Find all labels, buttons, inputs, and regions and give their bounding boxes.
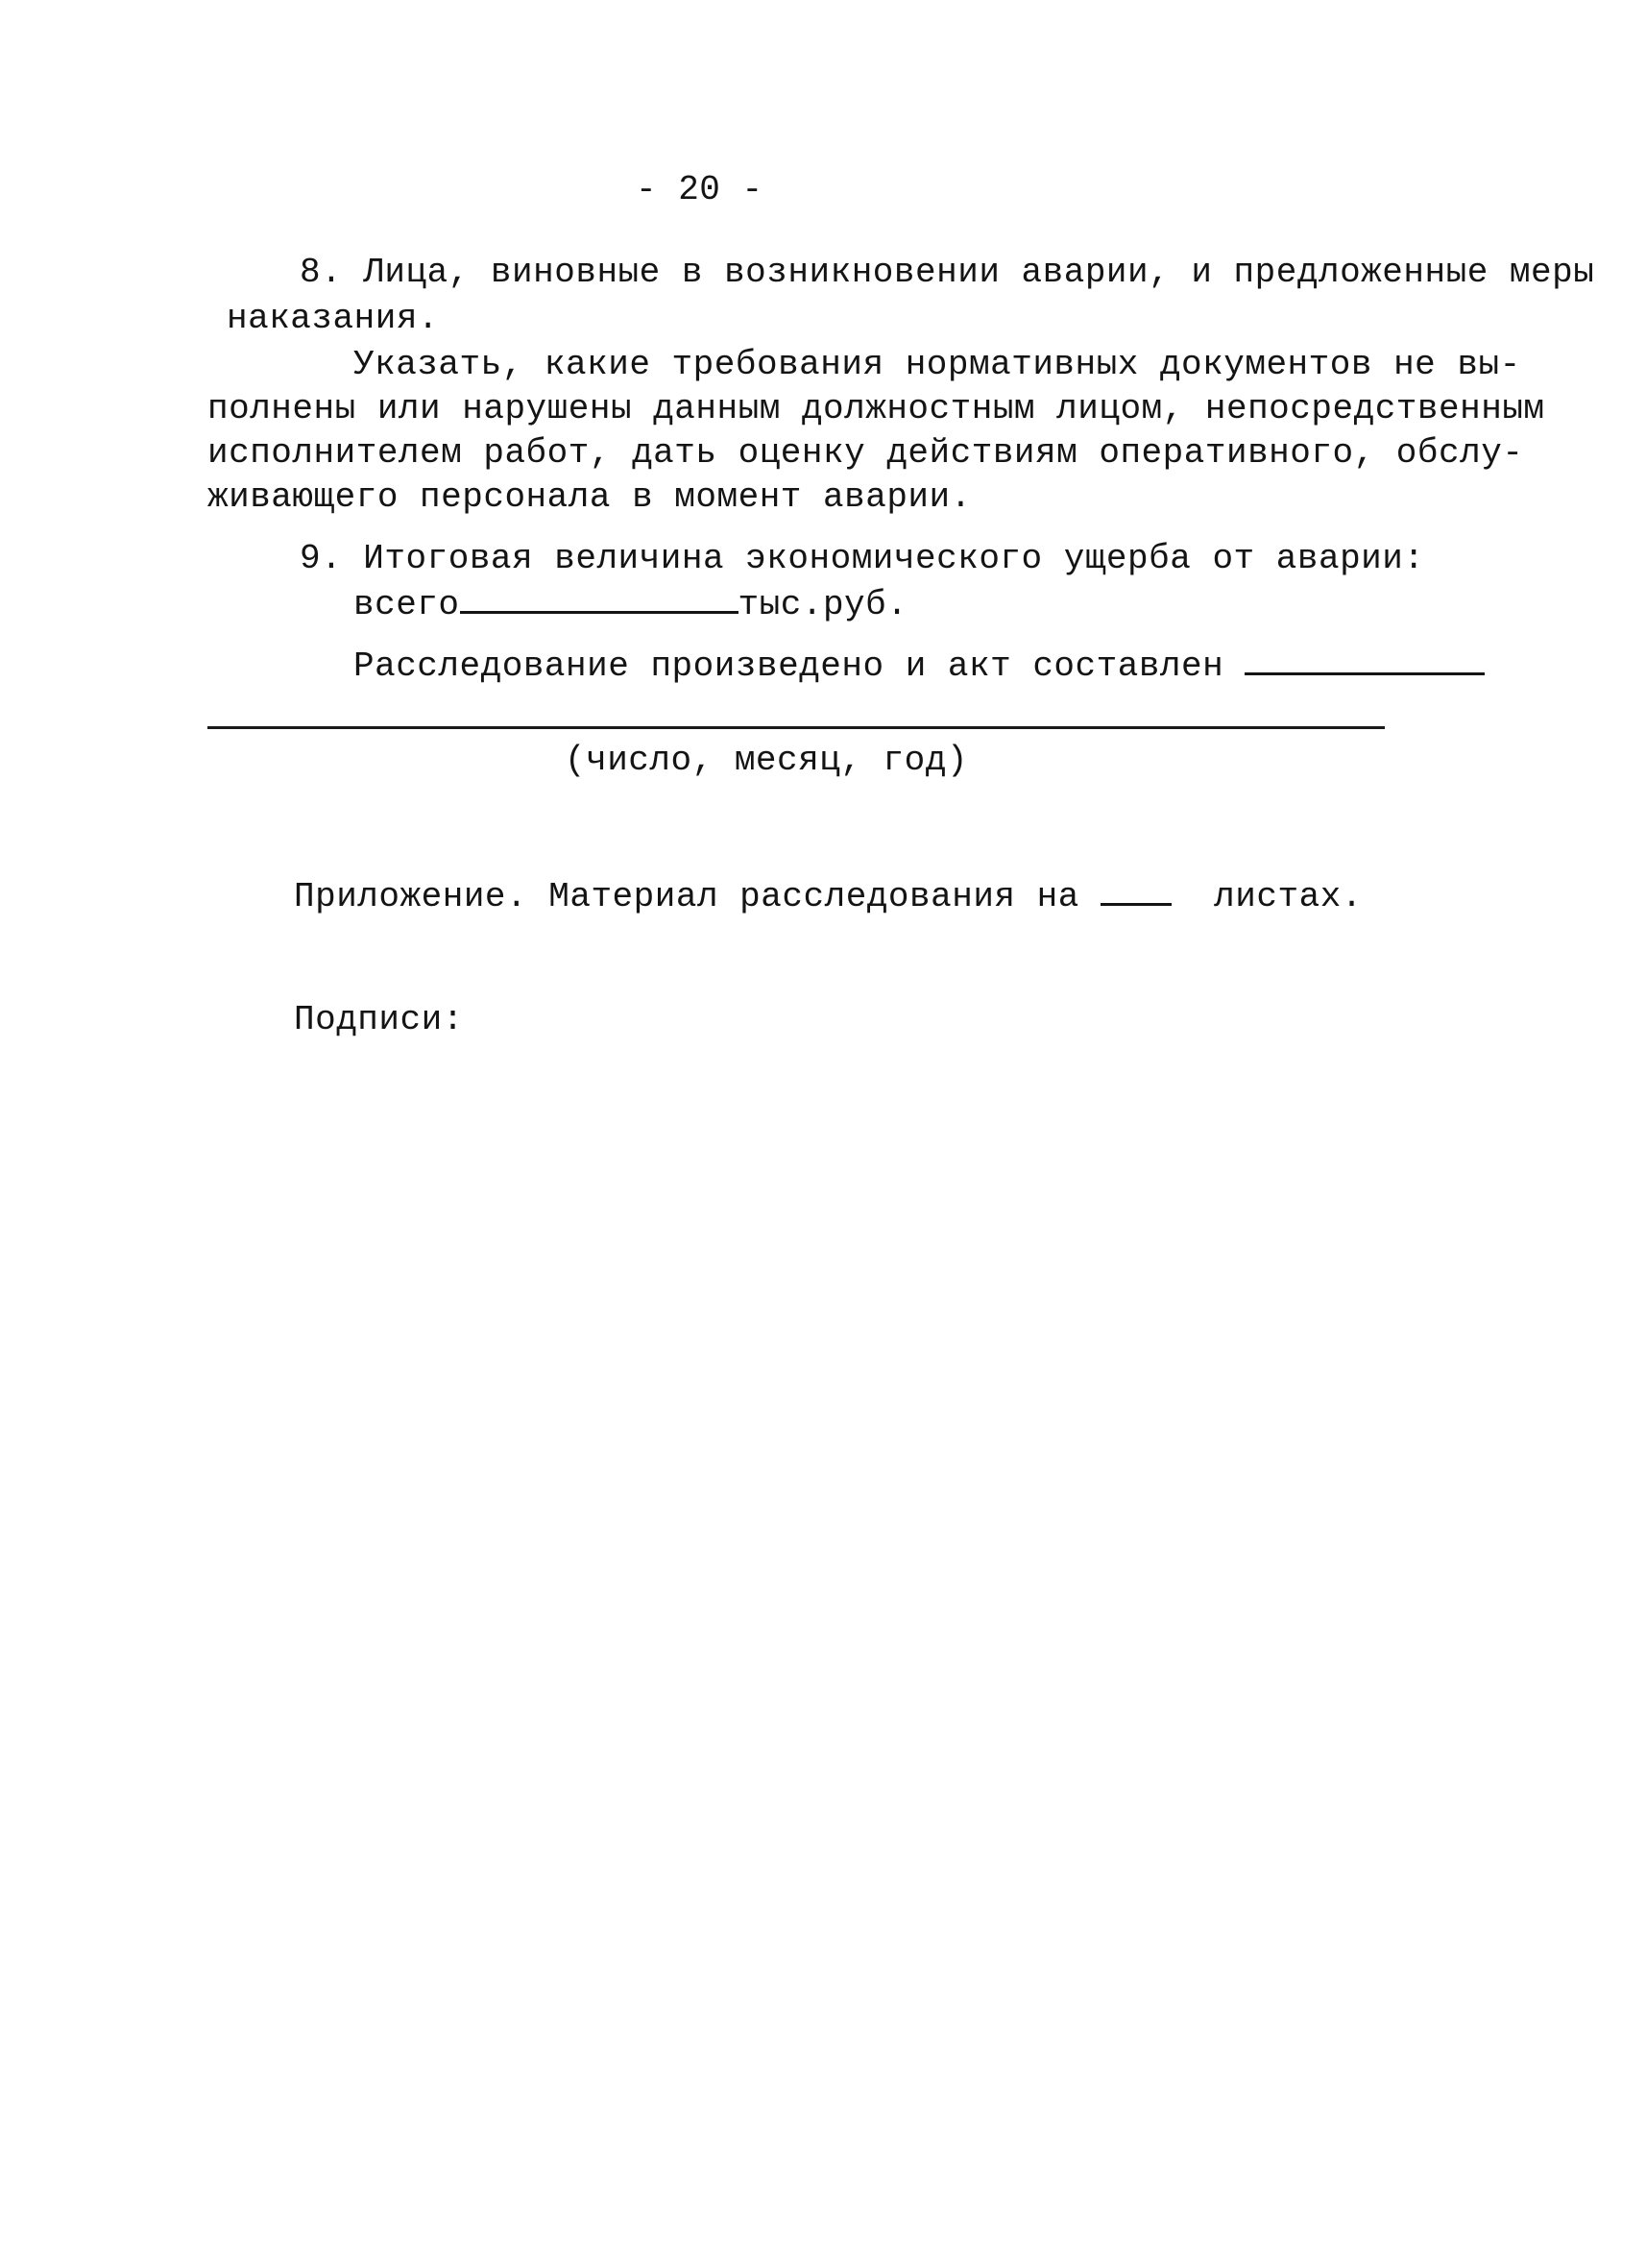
date-caption: (число, месяц, год): [565, 741, 968, 780]
section-8-body-line-3: исполнителем работ, дать оценку действиям оперативного, обслу-: [207, 433, 1524, 473]
section-8-heading-line-1: 8. Лица, виновные в возникновении аварии, и предложенные меры: [300, 253, 1595, 292]
total-label: всего: [353, 585, 460, 624]
appendix-suffix: листах.: [1214, 877, 1363, 916]
investigation-text: Расследование произведено и акт составлен: [353, 646, 1224, 686]
section-9-total-row: [353, 582, 908, 626]
total-unit: тыс.руб.: [738, 585, 908, 624]
section-9-heading: 9. Итоговая величина экономического ущерба от аварии:: [300, 539, 1425, 578]
appendix-row: [294, 874, 1363, 918]
signatures-label: Подписи:: [294, 1000, 464, 1039]
sheet-count-blank: [1101, 874, 1172, 906]
section-8-body-line-4: живающего персонала в момент аварии.: [207, 477, 972, 517]
total-amount-blank: [460, 582, 738, 614]
investigation-row: [353, 644, 1485, 688]
date-fill-line: [207, 726, 1385, 729]
appendix-text: Приложение. Материал расследования на: [294, 877, 1079, 916]
section-8-body-line-2: полнены или нарушены данным должностным лицом, непосредственным: [207, 389, 1545, 428]
page-number: - 20 -: [636, 170, 763, 209]
section-8-body-line-1: Указать, какие требования нормативных документов не вы-: [353, 345, 1521, 384]
section-8-heading-line-2: наказания.: [227, 299, 440, 338]
investigation-date-blank: [1245, 644, 1485, 675]
